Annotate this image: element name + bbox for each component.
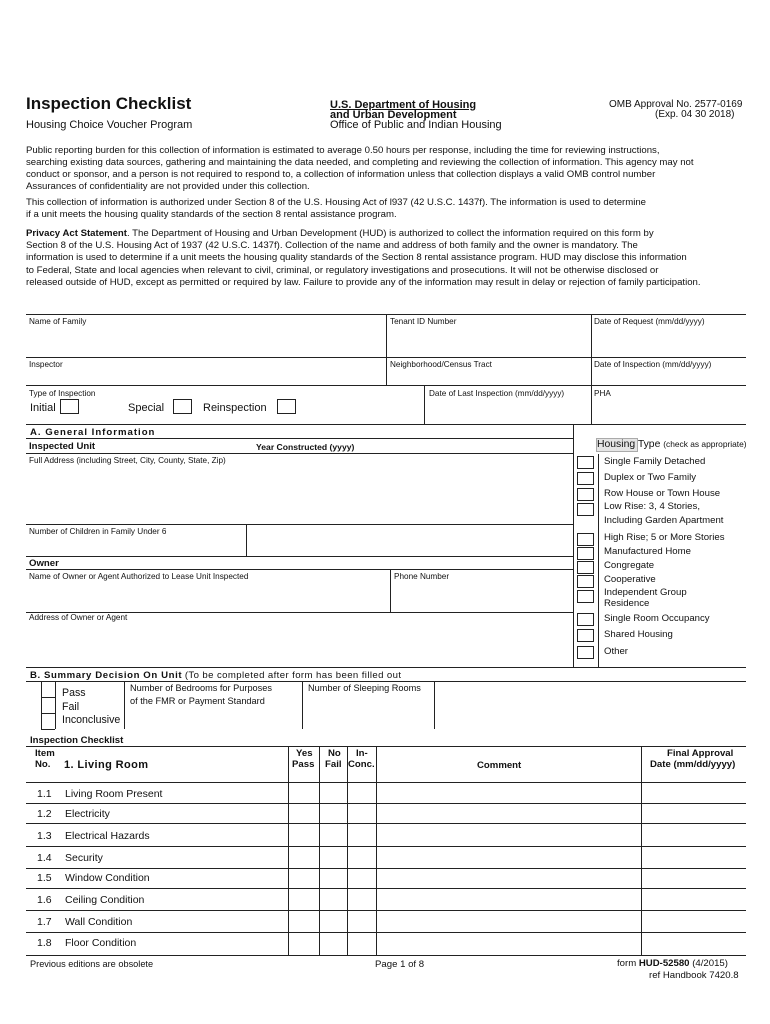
grid-line [26, 453, 573, 454]
section-title: 1. Living Room [64, 759, 149, 771]
row-label: Living Room Present [65, 788, 163, 800]
grid-line [26, 569, 573, 570]
row-label: Window Condition [65, 872, 150, 884]
housing-type-note: (check as appropriate) [663, 439, 747, 449]
option-other: Other [604, 646, 628, 657]
children-under-6-field[interactable]: Number of Children in Family Under 6 [29, 527, 167, 536]
section-b-note: (To be completed after form has been filled out [184, 670, 402, 681]
checkbox-other[interactable] [577, 646, 594, 659]
housing-type-heading-text: Housing [597, 439, 636, 450]
grid-line [55, 681, 56, 729]
checkbox-single-room[interactable] [577, 613, 594, 626]
col-comment-header: Comment [477, 760, 522, 771]
privacy-heading: Privacy Act Statement [26, 228, 127, 239]
pass-checkbox[interactable] [42, 682, 55, 697]
checkbox-high-rise[interactable] [577, 533, 594, 546]
checkbox-congregate[interactable] [577, 561, 594, 574]
name-of-family-field[interactable]: Name of Family [29, 317, 87, 326]
burden-statement [26, 145, 746, 182]
grid-line [302, 681, 303, 729]
tenant-id-field[interactable]: Tenant ID Number [390, 317, 457, 326]
privacy-line: . The Department of Housing and Urban Development (HUD) is authorized to collect the information required on this form by [126, 228, 654, 239]
program-name: Housing Choice Voucher Program [26, 119, 193, 131]
grid-line [598, 454, 599, 667]
omb-expiration: (Exp. 04 30 2018) [655, 109, 735, 120]
grid-line [26, 556, 573, 557]
col-no-header: No. [35, 759, 51, 770]
col-pass-header: Pass [292, 759, 315, 770]
privacy-statement [26, 228, 746, 289]
special-checkbox[interactable] [173, 399, 192, 414]
col-in-header: In- [356, 748, 368, 759]
sleeping-rooms-field[interactable]: Number of Sleeping Rooms [308, 683, 421, 693]
grid-line [124, 681, 125, 729]
grid-line [26, 746, 746, 747]
reinspection-label: Reinspection [203, 402, 267, 414]
option-single-room: Single Room Occupancy [604, 613, 710, 624]
privacy-line: Section 8 of the U.S. Housing Act of 1937 (42 U.S.C. 1437f). Collection of the name and address of both family and the owner is mandatory. The [26, 240, 638, 252]
form-code: HUD-52580 [638, 958, 690, 969]
pass-label: Pass [62, 687, 86, 699]
row-number: 1.5 [37, 872, 52, 884]
burden-line: Public reporting burden for this collection of information is estimated to average 0.50 hours per response, including the time for reviewing instructions, [26, 145, 660, 156]
privacy-line: released outside of HUD, except as permitted or required by law. Failure to provide any of the information may result in delay or rejection of family participation. [26, 276, 701, 288]
option-congregate: Congregate [604, 560, 655, 571]
row-label: Security [65, 852, 103, 864]
grid-line [41, 729, 55, 730]
department-line-1: U.S. Department of Housing [330, 99, 477, 111]
row-label: Electricity [65, 808, 110, 820]
col-final-approval-header: Final Approval [667, 748, 734, 759]
grid-line [347, 746, 348, 955]
option-duplex: Duplex or Two Family [604, 472, 697, 483]
form-number [617, 958, 728, 969]
option-independent-group-line-2: Residence [604, 598, 650, 609]
bedrooms-field[interactable]: Number of Bedrooms for Purposes [130, 683, 272, 693]
option-high-rise: High Rise; 5 or More Stories [604, 532, 725, 543]
pha-field[interactable]: PHA [594, 389, 611, 398]
grid-line [26, 782, 746, 783]
owner-address-field[interactable]: Address of Owner or Agent [29, 613, 128, 622]
authority-statement [26, 197, 746, 221]
checkbox-independent-group[interactable] [577, 590, 594, 603]
fail-checkbox[interactable] [42, 698, 55, 713]
burden-line: conduct or sponsor, and a person is not required to respond to, a collection of information unless that collection displays a valid OMB control number [26, 169, 656, 181]
row-label: Ceiling Condition [65, 894, 145, 906]
special-label: Special [128, 402, 165, 414]
date-of-inspection-field[interactable]: Date of Inspection (mm/dd/yyyy) [594, 360, 712, 369]
grid-line [26, 823, 746, 824]
checkbox-cooperative[interactable] [577, 575, 594, 588]
grid-line [376, 746, 377, 955]
grid-line [386, 314, 387, 385]
inspected-unit-label: Inspected Unit [29, 441, 96, 452]
owner-label: Owner [29, 558, 59, 569]
form-title: Inspection Checklist [26, 94, 192, 113]
grid-line [26, 681, 746, 682]
reinspection-checkbox[interactable] [277, 399, 296, 414]
section-a-heading: A. General Information [30, 427, 156, 438]
col-conc-header: Conc. [348, 759, 375, 770]
option-manufactured-home: Manufactured Home [604, 546, 691, 557]
col-yes-header: Yes [296, 748, 313, 759]
option-independent-group: Independent Group [604, 587, 687, 598]
row-number: 1.1 [37, 788, 52, 800]
row-label: Electrical Hazards [65, 830, 150, 842]
checkbox-manufactured-home[interactable] [577, 547, 594, 560]
row-label: Floor Condition [65, 937, 137, 949]
grid-line [434, 681, 435, 729]
option-low-rise: Low Rise: 3, 4 Stories, [604, 501, 700, 512]
grid-line [591, 314, 592, 424]
form-date: (4/2015) [689, 958, 728, 969]
bedrooms-field-line-2: of the FMR or Payment Standard [130, 696, 265, 706]
grid-line [26, 955, 746, 956]
row-number: 1.6 [37, 894, 52, 906]
col-no-answer-header: No [328, 748, 341, 759]
checkbox-duplex[interactable] [577, 472, 594, 485]
initial-checkbox[interactable] [60, 399, 79, 414]
grid-line [641, 746, 642, 955]
grid-line [573, 424, 574, 667]
checklist-heading: Inspection Checklist [30, 735, 124, 746]
row-number: 1.8 [37, 937, 52, 949]
option-single-family: Single Family Detached [604, 456, 706, 467]
privacy-line: to Federal, State and local agencies when relevant to civil, criminal, or regulatory investigations and prosecutions. It will not be otherwise disclosed or [26, 264, 659, 276]
type-of-inspection-label: Type of Inspection [29, 389, 96, 398]
row-number: 1.7 [37, 916, 52, 928]
checkbox-shared-housing[interactable] [577, 629, 594, 642]
date-of-request-field[interactable]: Date of Request (mm/dd/yyyy) [594, 317, 705, 326]
grid-line [26, 524, 573, 525]
initial-label: Initial [30, 402, 56, 414]
inconclusive-checkbox[interactable] [42, 714, 55, 729]
inspector-field[interactable]: Inspector [29, 360, 63, 369]
grid-line [26, 803, 746, 804]
row-number: 1.2 [37, 808, 52, 820]
privacy-line: information is used to determine if a unit meets the housing quality standards of the Section 8 rental assistance program. HUD may disclose this information [26, 252, 687, 264]
handbook-ref: ref Handbook 7420.8 [649, 970, 739, 981]
inconclusive-label: Inconclusive [62, 714, 121, 726]
grid-line [288, 746, 289, 955]
form-prefix: form [617, 958, 639, 969]
year-constructed-field[interactable]: Year Constructed (yyyy) [256, 442, 355, 452]
section-b-heading [30, 670, 401, 681]
grid-line [26, 888, 746, 889]
grid-line [26, 846, 746, 847]
grid-line [26, 868, 746, 869]
grid-line [26, 385, 746, 386]
date-last-inspection-field[interactable]: Date of Last Inspection (mm/dd/yyyy) [429, 389, 565, 398]
neighborhood-field[interactable]: Neighborhood/Census Tract [390, 360, 492, 369]
obsolete-note: Previous editions are obsolete [30, 959, 154, 969]
row-number: 1.4 [37, 852, 52, 864]
grid-line [26, 932, 746, 933]
row-label: Wall Condition [65, 916, 133, 928]
authority-line: if a unit meets the housing quality standards of the section 8 rental assistance program. [26, 209, 397, 221]
col-fail-header: Fail [325, 759, 342, 770]
housing-type-heading [597, 439, 747, 450]
checkbox-low-rise[interactable] [577, 503, 594, 516]
burden-line: searching existing data sources, gathering and maintaining the data needed, and completing and reviewing the collection of information. This agency may not [26, 157, 694, 169]
grid-line [319, 746, 320, 955]
section-b-title: B. Summary Decision On Unit [30, 670, 183, 681]
grid-line [26, 910, 746, 911]
owner-name-field[interactable]: Name of Owner or Agent Authorized to Lease Unit Inspected [29, 572, 249, 581]
phone-number-field[interactable]: Phone Number [394, 572, 450, 581]
grid-line [424, 385, 425, 424]
grid-line [390, 569, 391, 612]
option-low-rise-line-2: Including Garden Apartment [604, 515, 724, 526]
option-shared-housing: Shared Housing [604, 629, 673, 640]
authority-line: This collection of information is authorized under Section 8 of the U.S. Housing Act of l937 (42 U.S.C. 1437f). The information is used to determine [26, 197, 647, 208]
housing-type-heading-text: Type [635, 439, 661, 450]
col-final-date-header: Date (mm/dd/yyyy) [650, 759, 736, 770]
page-number: Page 1 of 8 [375, 959, 425, 970]
col-item-header: Item [35, 748, 55, 759]
checkbox-row-house[interactable] [577, 488, 594, 501]
full-address-field[interactable]: Full Address (including Street, City, County, State, Zip) [29, 456, 226, 465]
omb-approval: OMB Approval No. 2577-0169 [609, 99, 743, 110]
fail-label: Fail [62, 701, 80, 713]
checkbox-single-family[interactable] [577, 456, 594, 469]
row-number: 1.3 [37, 830, 52, 842]
option-row-house: Row House or Town House [604, 488, 721, 499]
office-name: Office of Public and Indian Housing [330, 119, 502, 131]
option-cooperative: Cooperative [604, 574, 656, 585]
grid-line [26, 438, 573, 439]
grid-line [26, 424, 746, 425]
department-line-2: and Urban Development [330, 109, 457, 121]
grid-line [246, 524, 247, 556]
grid-line [26, 667, 746, 668]
assurances-statement: Assurances of confidentiality are not provided under this collection. [26, 181, 310, 192]
